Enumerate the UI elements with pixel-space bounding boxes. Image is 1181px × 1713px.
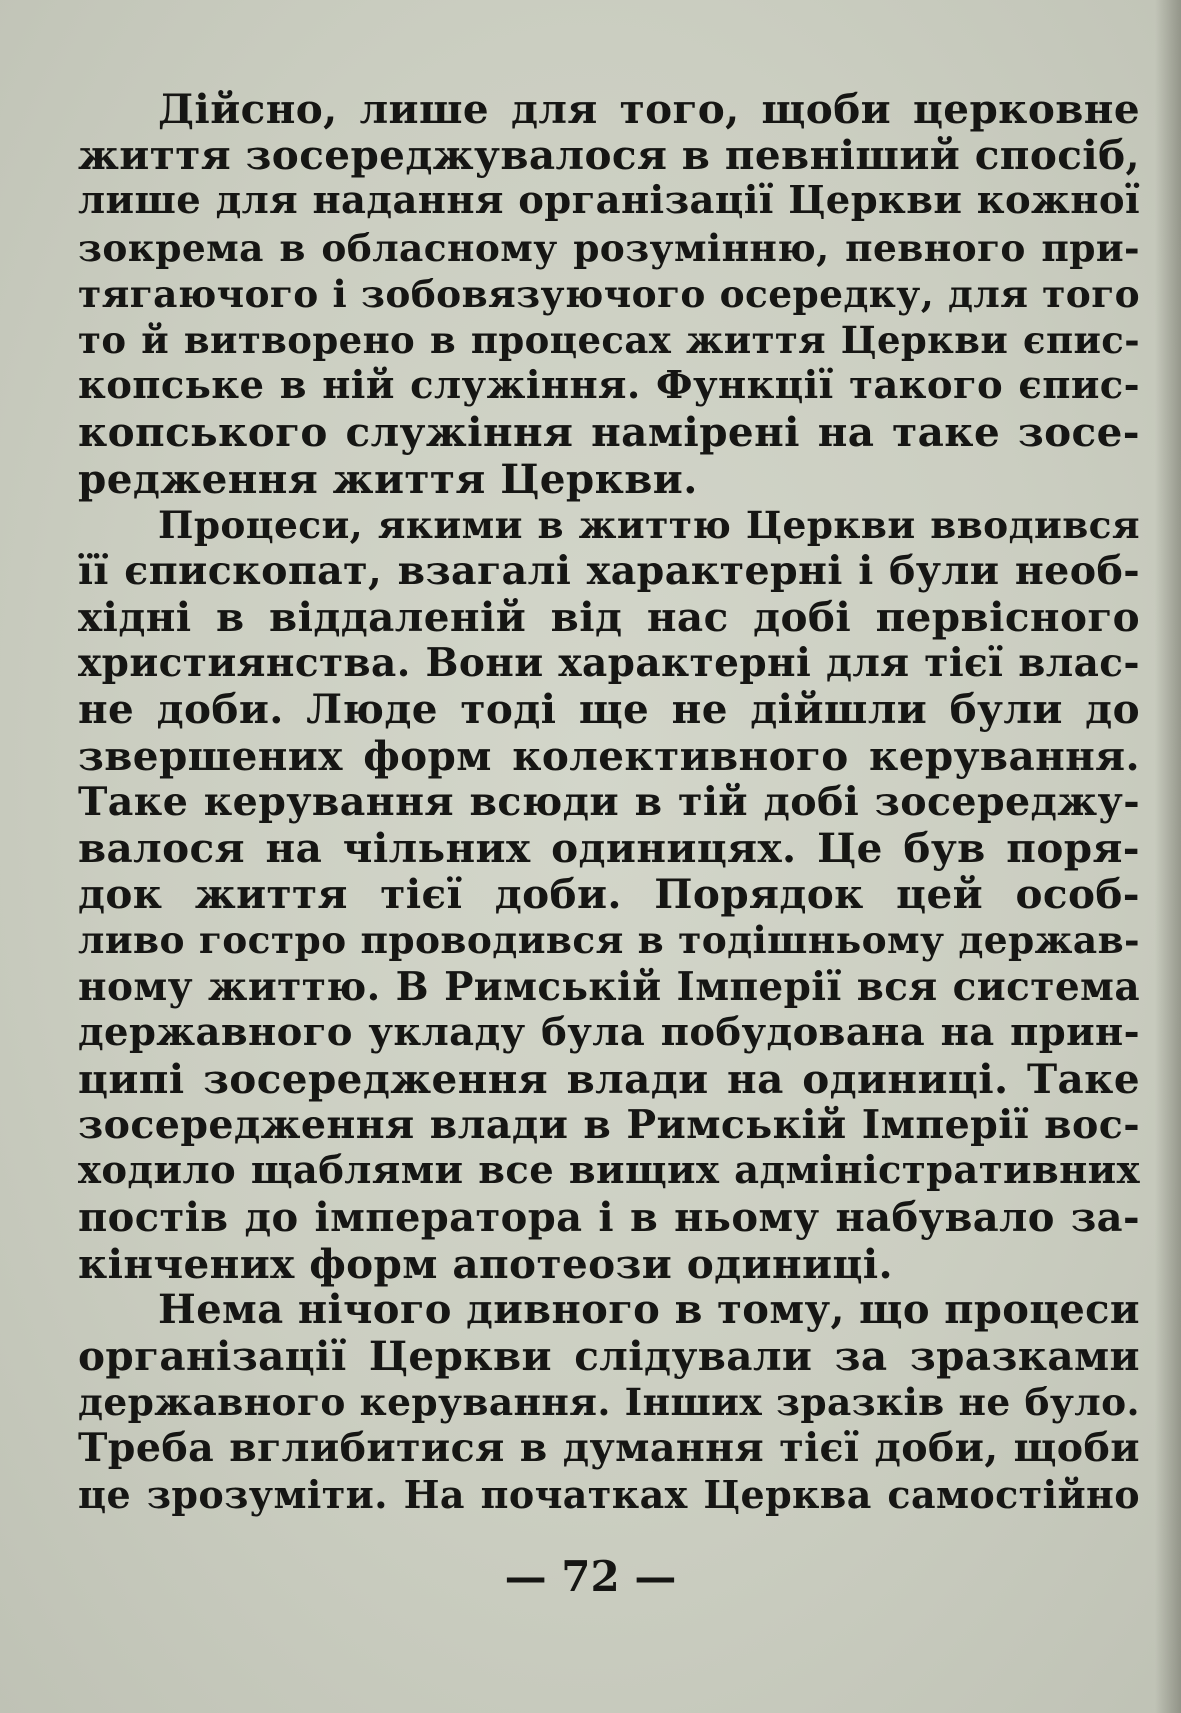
- text-line: ному життю. В Римській Імперії вся система: [78, 963, 1140, 1010]
- text-line: копське в ній служіння. Функції такого єпис-: [78, 363, 1140, 409]
- text-line: її єпископат, взагалі характерні і були необ-: [78, 547, 1140, 594]
- text-line: організації Церкви слідували за зразками: [78, 1332, 1140, 1381]
- text-line: Процеси, якими в життю Церкви вводився: [158, 502, 1140, 547]
- text-line: зосередження влади в Римській Імперії вос-: [78, 1102, 1140, 1149]
- text-line: лише для надання організації Церкви кожної: [78, 178, 1140, 224]
- text-line: копського служіння намірені на таке зосе-: [78, 408, 1140, 457]
- text-line: це зрозуміти. На початках Церква самостійно: [78, 1471, 1140, 1517]
- text-line: Треба вглибитися в думання тієї доби, щоби: [78, 1425, 1140, 1472]
- text-line: ходило щаблями все вищих адміністративних: [78, 1148, 1140, 1194]
- text-line: тягаючого і зобовязуючого осередку, для того: [78, 271, 1140, 316]
- text-line: не доби. Люде тоді ще не дійшли були до: [78, 685, 1140, 734]
- spine-shadow: [1155, 0, 1181, 1713]
- paragraph: [78, 1287, 1140, 1518]
- text-line: редження життя Церкви.: [78, 454, 698, 503]
- paragraph: [78, 502, 1140, 1287]
- text-line: Нема нічого дивного в тому, що процеси: [158, 1285, 1140, 1333]
- text-line: християнства. Вони характерні для тієї влас-: [78, 640, 1140, 687]
- text-line: ливо гостро проводився в тодішньому держав-: [78, 918, 1140, 963]
- text-line: кінчених форм апотеози одиниці.: [78, 1239, 894, 1288]
- text-line: державного керування. Інших зразків не було.: [78, 1380, 1140, 1425]
- text-line: валося на чільних одиницях. Це був поря-: [78, 824, 1140, 872]
- text-line: ципі зосередження влади на одиниці. Таке: [78, 1054, 1140, 1103]
- text-line: зокрема в обласному розумінню, певного при-: [78, 225, 1140, 270]
- text-line: то й витворено в процесах життя Церкви єпис-: [78, 317, 1140, 362]
- text-line: Дійсно, лише для того, щоби церковне: [158, 85, 1140, 133]
- text-line: постів до імператора і в ньому набувало за-: [78, 1193, 1140, 1241]
- text-line: звершених форм колективного керування.: [78, 731, 1140, 780]
- text-line: державного укладу була побудована на прин-: [78, 1009, 1140, 1055]
- text-line: Таке керування всюди в тій добі зосереджу-: [78, 778, 1140, 825]
- text-line: хідні в віддаленій від нас добі первісного: [78, 593, 1140, 642]
- page-number: — 72 —: [504, 1552, 677, 1601]
- body-text: [78, 86, 1140, 1518]
- paragraph: [78, 86, 1140, 502]
- text-line: док життя тієї доби. Порядок цей особ-: [78, 870, 1140, 919]
- text-line: життя зосереджувалося в певніший спосіб,: [78, 131, 1140, 180]
